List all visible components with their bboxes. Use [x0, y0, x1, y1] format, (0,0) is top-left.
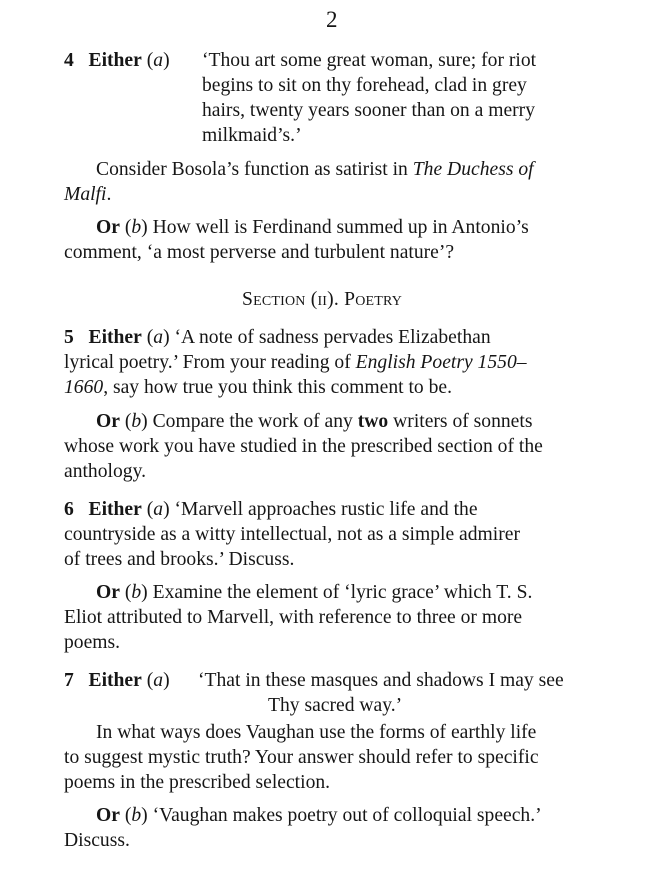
or-label: Or	[96, 217, 120, 238]
quote-line: milkmaid’s.’	[202, 125, 302, 146]
part-letter: b	[131, 582, 142, 603]
question-7-alternative: Or (b) ‘Vaughan makes poetry out of colloquial speech.’	[96, 805, 542, 826]
question-text-rest: , say how true you think this comment to be.	[103, 377, 453, 398]
either-label: Either	[88, 670, 142, 691]
or-label: Or	[96, 411, 120, 432]
section-heading: Section (ii). Poetry	[242, 289, 403, 310]
book-title: The Duchess of	[412, 159, 534, 180]
question-text: of trees and brooks.’ Discuss.	[64, 549, 295, 570]
book-title: 1660	[64, 377, 104, 398]
question-text: countryside as a witty intellectual, not as a simple admirer	[64, 524, 520, 545]
question-text	[64, 376, 452, 401]
quote-line: Thy sacred way.’	[268, 695, 403, 716]
question-text-lead: Consider Bosola’s function as satirist in	[96, 159, 408, 180]
question-number: 4	[64, 50, 74, 71]
question-text-end: .	[106, 184, 112, 205]
question-text	[96, 158, 534, 183]
question-7-heading: 7 Either (a)	[64, 670, 170, 691]
question-6-alternative: Or (b) Examine the element of ‘lyric grace’ which T. S.	[96, 582, 533, 603]
question-text: Examine the element of ‘lyric grace’ which T. S.	[152, 582, 533, 603]
emphasis: two	[357, 411, 389, 432]
either-label: Either	[88, 327, 142, 348]
quote-line: ‘Thou art some great woman, sure; for riot	[202, 50, 537, 71]
question-text: comment, ‘a most perverse and turbulent nature’?	[64, 242, 455, 263]
part-letter: a	[153, 499, 164, 520]
question-text: Eliot attributed to Marvell, with reference to three or more	[64, 607, 523, 628]
book-title: Malfi	[64, 184, 107, 205]
question-6-heading: 6 Either (a) ‘Marvell approaches rustic life and the	[64, 499, 478, 520]
question-text: How well is Ferdinand summed up in Antonio’s	[152, 217, 529, 238]
question-5-heading: 5 Either (a) ‘A note of sadness pervades Elizabethan	[64, 327, 491, 348]
question-text-lead: lyrical poetry.’ From your reading of	[64, 352, 351, 373]
quote-line: ‘That in these masques and shadows I may see	[198, 670, 564, 691]
part-letter: a	[153, 50, 164, 71]
question-text: In what ways does Vaughan use the forms of earthly life	[96, 722, 537, 743]
part-letter: b	[131, 411, 142, 432]
either-label: Either	[88, 499, 142, 520]
part-letter: a	[153, 327, 164, 348]
question-text	[64, 183, 111, 208]
question-4-alternative: Or (b) How well is Ferdinand summed up in Antonio’s	[96, 217, 529, 238]
either-label: Either	[88, 50, 142, 71]
question-number: 6	[64, 499, 74, 520]
question-number: 7	[64, 670, 74, 691]
question-text: whose work you have studied in the prescribed section of the	[64, 436, 543, 457]
question-text: ‘Marvell approaches rustic life and the	[174, 499, 478, 520]
question-text: anthology.	[64, 461, 146, 482]
or-label: Or	[96, 582, 120, 603]
page-number: 2	[326, 7, 338, 32]
question-text	[64, 351, 527, 376]
quote-line: hairs, twenty years sooner than on a merry	[202, 100, 535, 121]
part-letter: a	[153, 670, 164, 691]
question-number: 5	[64, 327, 74, 348]
question-text: poems.	[64, 632, 121, 653]
question-text: ‘Vaughan makes poetry out of colloquial speech.’	[152, 805, 542, 826]
quote-line: begins to sit on thy forehead, clad in grey	[202, 75, 527, 96]
question-5-alternative: Or (b) Compare the work of any two writers of sonnets	[96, 411, 533, 432]
or-label: Or	[96, 805, 120, 826]
part-letter: b	[131, 217, 142, 238]
question-text: poems in the prescribed selection.	[64, 772, 331, 793]
part-letter: b	[131, 805, 142, 826]
question-text-lead: Compare the work of any	[152, 411, 353, 432]
question-text-rest: writers of sonnets	[393, 411, 533, 432]
book-title: English Poetry 1550–	[355, 352, 527, 373]
question-4-heading: 4 Either (a)	[64, 50, 170, 71]
question-text: Discuss.	[64, 830, 130, 851]
question-text: to suggest mystic truth? Your answer should refer to specific	[64, 747, 539, 768]
question-text: ‘A note of sadness pervades Elizabethan	[174, 327, 491, 348]
